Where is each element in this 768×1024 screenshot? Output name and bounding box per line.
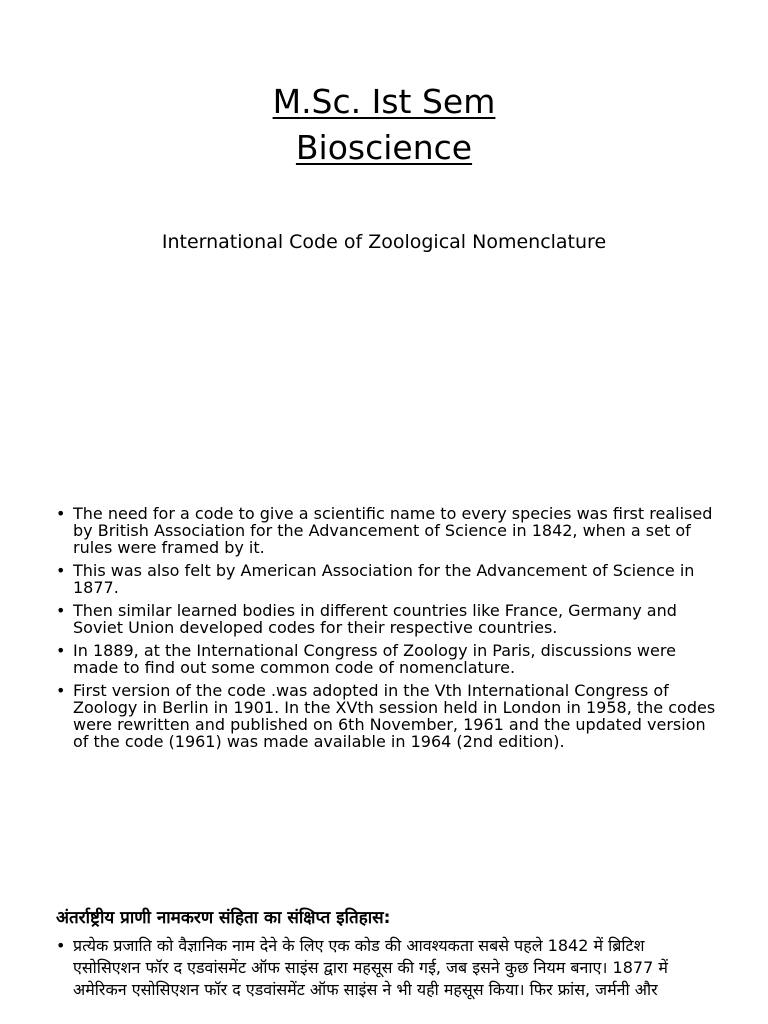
list-item <box>56 642 716 676</box>
page-subtitle: International Code of Zoological Nomenclature <box>161 231 607 253</box>
hindi-bullet-list <box>56 935 716 1001</box>
list-item <box>56 682 716 750</box>
list-item <box>56 935 716 1001</box>
hindi-section-heading: अंतर्राष्ट्रीय प्राणी नामकरण संहिता का संक्षिप्त इतिहास: <box>56 908 391 928</box>
bullet-icon: • <box>56 936 66 955</box>
page-title-line-1: M.Sc. Ist Sem <box>272 82 496 121</box>
list-item-text: The need for a code to give a scientific name to every species was first realised by British Association for the Advancement of Science in 1842, when a set of rules were framed by it. <box>73 504 713 557</box>
page-title-line-2: Bioscience <box>295 128 473 167</box>
list-item-text: In 1889, at the International Congress of Zoology in Paris, discussions were made to find out some common code of nomenclature. <box>73 641 676 677</box>
list-item <box>56 505 716 556</box>
english-bullet-list <box>56 505 716 756</box>
list-item-text: First version of the code .was adopted in the Vth International Congress of Zoology in Berlin in 1901. In the XVth session held in London in 1958, the codes were rewritten and published on 6th November, 1961 and the updated version of the code (1961) was made available in 1964 (2nd edition). <box>73 681 716 751</box>
list-item-text: This was also felt by American Association for the Advancement of Science in 1877. <box>73 561 695 597</box>
bullet-icon: • <box>56 601 66 620</box>
list-item-text: प्रत्येक प्रजाति को वैज्ञानिक नाम देने के लिए एक कोड की आवश्यकता सबसे पहले 1842 में ब्रिटिश एसोसिएशन फॉर द एडवांसमेंट ऑफ साइंस द्वारा महसूस की गई, जब इसने कुछ नियम बनाए। 1877 में अमेरिकन एसोसिएशन फॉर द एडवांसमेंट ऑफ साइंस ने भी यही महसूस किया। फिर फ्रांस, जर्मनी और <box>73 936 668 999</box>
bullet-icon: • <box>56 641 66 660</box>
bullet-icon: • <box>56 681 66 700</box>
list-item-text: Then similar learned bodies in different countries like France, Germany and Soviet Union developed codes for their respective countries. <box>73 601 677 637</box>
bullet-icon: • <box>56 561 66 580</box>
list-item <box>56 562 716 596</box>
list-item <box>56 602 716 636</box>
bullet-icon: • <box>56 504 66 523</box>
